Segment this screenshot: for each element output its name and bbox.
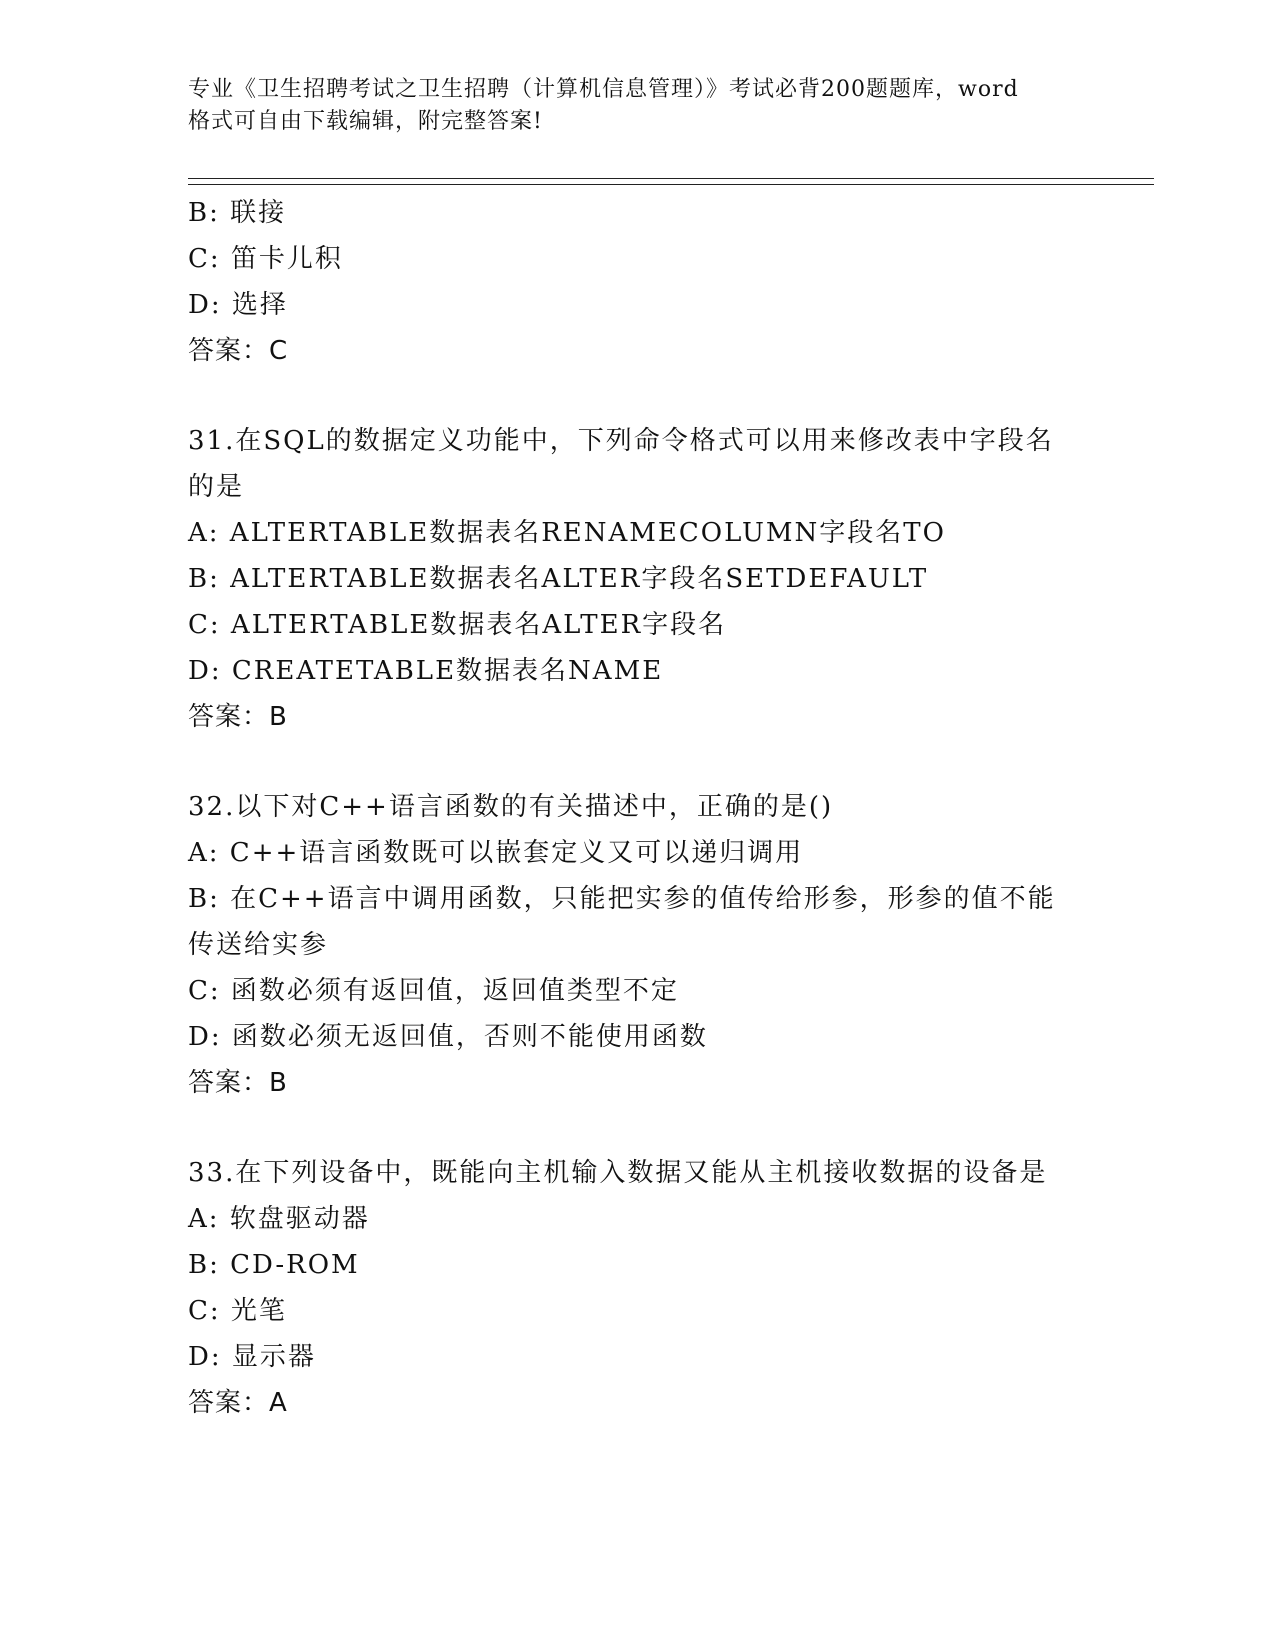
answer: 答案：A (188, 1388, 288, 1418)
question-stem-line-1: 31.在SQL的数据定义功能中，下列命令格式可以用来修改表中字段名 (188, 426, 1054, 456)
question-stem-line-2: 的是 (188, 472, 245, 502)
answer: 答案：B (188, 702, 288, 732)
option-d: D: CREATETABLE数据表名NAME (188, 656, 664, 686)
header-line-2: 格式可自由下载编辑，附完整答案! (188, 109, 543, 134)
option-a: A: ALTERTABLE数据表名RENAMECOLUMN字段名TO (188, 518, 946, 548)
question-stem: 32.以下对C++语言函数的有关描述中，正确的是() (188, 792, 834, 822)
option-d: D: 选择 (188, 290, 288, 320)
previous-question-block (188, 190, 1088, 374)
header-divider (188, 178, 1154, 185)
option-d: D: 显示器 (188, 1342, 316, 1372)
option-a: A: 软盘驱动器 (188, 1204, 370, 1234)
option-d: D: 函数必须无返回值，否则不能使用函数 (188, 1022, 708, 1052)
option-c: C: ALTERTABLE数据表名ALTER字段名 (188, 610, 727, 640)
spacer (188, 1106, 1088, 1150)
option-b-continued: 传送给实参 (188, 930, 329, 960)
question-31 (188, 418, 1088, 740)
question-33 (188, 1150, 1088, 1426)
option-b: B: 在C++语言中调用函数，只能把实参的值传给形参，形参的值不能 (188, 884, 1056, 914)
option-c: C: 笛卡儿积 (188, 244, 343, 274)
option-b: B: CD-ROM (188, 1250, 360, 1280)
question-32 (188, 784, 1088, 1106)
option-b: B: ALTERTABLE数据表名ALTER字段名SETDEFAULT (188, 564, 929, 594)
document-header (188, 74, 1088, 138)
option-c: C: 光笔 (188, 1296, 287, 1326)
answer: 答案：C (188, 336, 289, 366)
spacer (188, 374, 1088, 418)
option-b: B: 联接 (188, 198, 287, 228)
question-stem: 33.在下列设备中，既能向主机输入数据又能从主机接收数据的设备是 (188, 1158, 1048, 1188)
header-line-1: 专业《卫生招聘考试之卫生招聘（计算机信息管理）》考试必背200题题库，word (188, 77, 1019, 102)
spacer (188, 740, 1088, 784)
option-c: C: 函数必须有返回值，返回值类型不定 (188, 976, 679, 1006)
document-body (188, 190, 1088, 1426)
answer: 答案：B (188, 1068, 288, 1098)
option-a: A: C++语言函数既可以嵌套定义又可以递归调用 (188, 838, 804, 868)
